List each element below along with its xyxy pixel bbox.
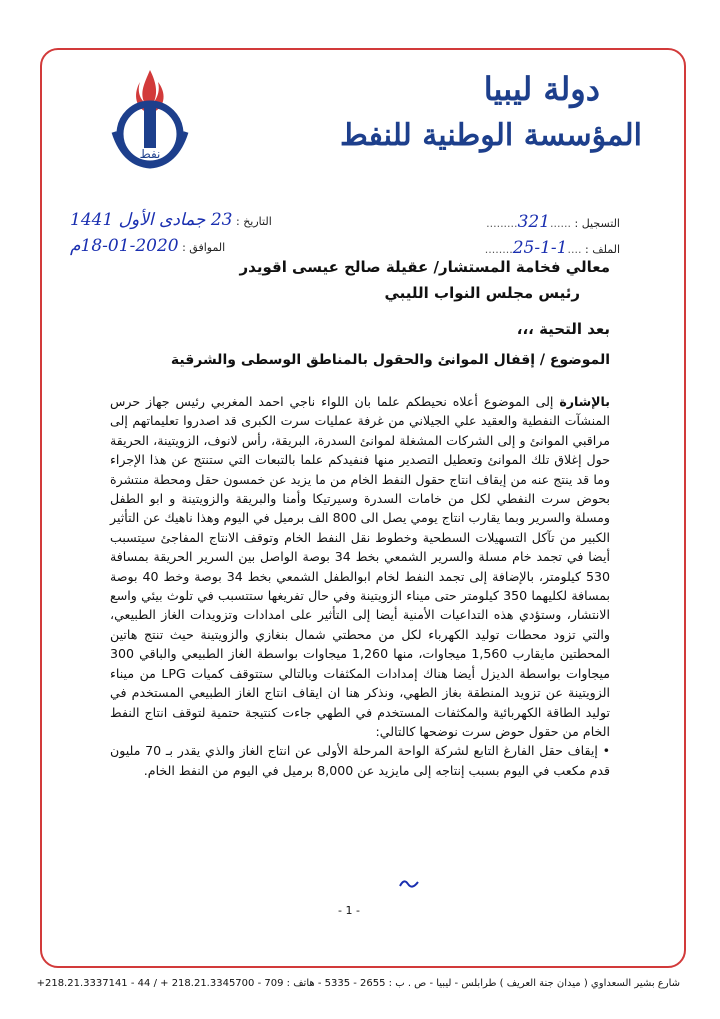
org-name: المؤسسة الوطنية للنفط [339,118,642,153]
footer-address: شارع بشير السعداوي ( ميدان جنة العريف ) طرابلس - ليبيا - ص . ب : 2655 - 5335 - هاتف : 709 - 218.21.3345700 + / 44 - 218.21.3337141+ [36,978,680,989]
page-number: - 1 - [338,904,360,917]
bullet-item: • إيقاف حقل الفارغ التابع لشركة الواحة المرحلة الأولى عن انتاج الغاز والذي يقدر بـ 70 مليون قدم مكعب في اليوم بسبب إنتاجه إلى مايزيد عن 8,000 برميل في اليوم من النفط الخام. [110,743,610,778]
file-row: الملف : ....1-1-25........ [484,238,620,258]
registration-row: التسجيل : ......321......... [486,212,620,232]
date-value: 23 جمادى الأول 1441 [70,210,233,230]
file-value: 1-1-25 [512,238,568,258]
addressee-name: معالي فخامة المستشار/ عقيلة صالح عيسى اقويدر [239,258,610,276]
corresponding-label: الموافق : [182,241,226,254]
date-row [70,210,272,230]
corresponding-row [70,236,225,256]
initials-mark-icon [398,876,422,890]
subject-line: الموضوع / إقفال الموانئ والحقول بالمناطق الوسطى والشرقية [170,352,610,368]
logo-text: نفط [139,147,161,161]
flame-emblem-icon [100,62,200,172]
date-label: التاريخ : [236,215,272,228]
body-lead: بالإشارة [559,394,610,409]
body-paragraph-text: إلى الموضوع أعلاه نحيطكم علما بان اللواء ناجي احمد المغربي رئيس جهاز حرس المنشآت النفطية والعقيد علي الجيلاني من غرفة عمليات سرت الكبرى قد اصدروا تعليماتهم إلى مراقبي الموانئ و إلى الشركات المشغلة لموانئ السدرة، البريقة، رأس لانوف، الزويتينة، الحريقة حول إغلاق تلك الموانئ وتعطيل التصدير منها فنفيدكم علما بالتبعات التي ستنتج عن هذا الإجراء وما قد ينتج عنه من إيقاف انتاج حقول النفط الخام من ما يزيد عن خمسون حقل ومحطة منتشرة بحوض سرت النفطي لكل من خامات السدرة وسيرتيكا وأمنا والبريقة والزويتينة و ابو الطفل ومسلة والسرير وبما يقارب انتاج يومي يصل الى 800 الف برميل في اليوم وهذا ناهيك عن التأثير الكبير من تآكل التسهيلات السطحية وخطوط نقل النفط الخام وتوقف الانتاج المفاجئ سيتسبب أيضا في تجمد خام مسلة والسرير الشمعي بخط 34 بوصة الواصل بين السرير الحريقة بمسافة 530 كيلومتر، بالإضافة إلى تجمد النفط لخام ابوالطفل الشمعي بخط 34 بوصة وخط 40 بوصة بمسافة لكليهما 350 كيلومتر حتى ميناء الزويتينة وفي حال تفريغها ستتسبب في تلوث بيئي واسع الانتشار، وستؤدي هذه التداعيات الأمنية أيضا إلى التأثير على امدادات وتزويدات الغاز الطبيعي، والتي تزود محطات توليد الكهرباء لكل من محطتي شمال بنغازي والزويتينة حيث تنتج هاتين المحطتين مايقارب 1,560 ميجاوات، منها 1,260 ميجاوات بواسطة الغاز الطبيعي والباقي 300 ميجاوات بواسطة الديزل أيضا هناك إمدادات المكثفات وبالتالي ستتوقف كميات LPG من ميناء الزويتينة عن تزويد المنطقة بغاز الطهي، ونذكر هنا ان ايقاف انتاج الغاز الطبيعي المستخدم في توليد الطاقة الكهربائية والمكثفات المستخدم في الطهي جاءت كنتيجة حتمية لتوقف انتاج النفط الخام من حقول حوض سرت نوضحها كالتالي: [110,394,610,739]
greeting: بعد التحية ،،، [516,320,610,338]
body-paragraph [110,392,610,741]
letter-body [110,392,610,780]
org-country: دولة ليبيا [483,70,600,108]
addressee-title: رئيس مجلس النواب الليبي [384,284,580,302]
registration-value: 321 [517,212,551,232]
corresponding-value: 2020-01-18م [70,236,179,256]
registration-label: التسجيل : [574,217,620,230]
file-label: الملف : [585,243,620,256]
